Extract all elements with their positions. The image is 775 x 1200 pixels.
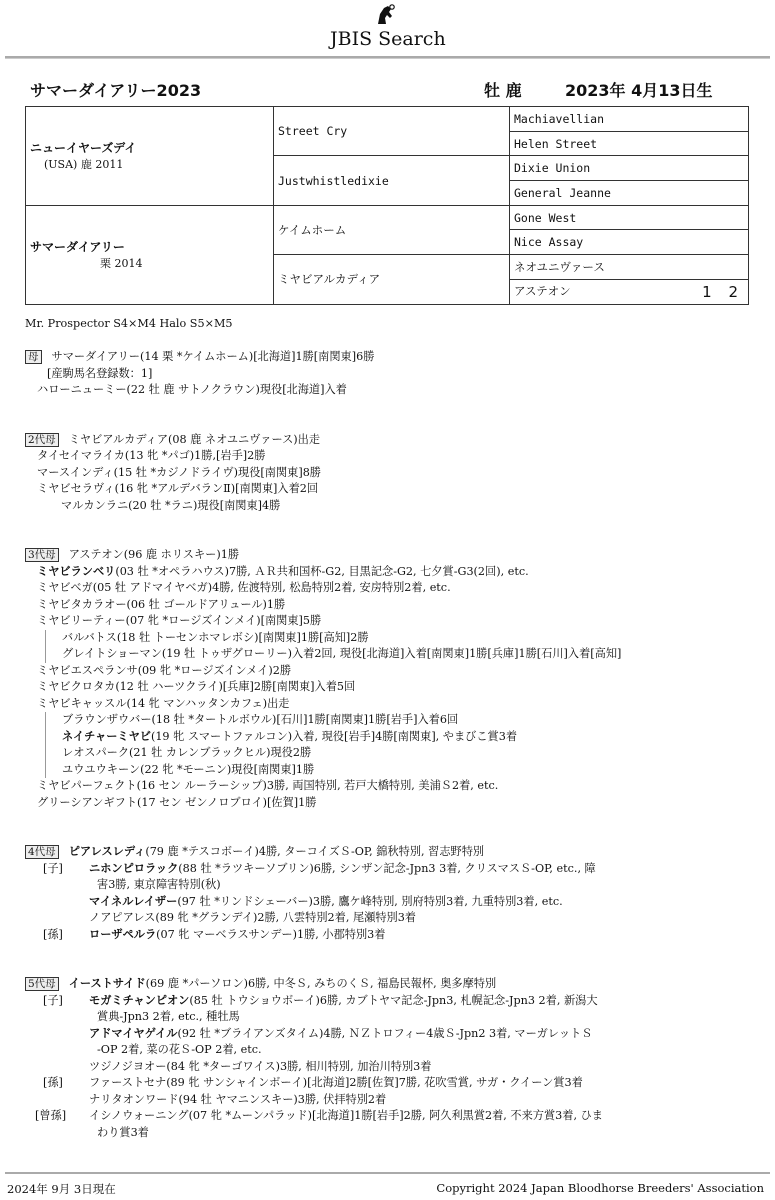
horse-name: サマーダイアリー2023 xyxy=(30,81,202,100)
relation-label: [子] xyxy=(43,993,63,1007)
record-line: 賞典-Jpn3 2着, etc., 種牡馬 xyxy=(97,1010,240,1023)
horse-birthdate: 2023年 4月13日生 xyxy=(565,81,713,100)
gen3-cell[interactable]: Dixie Union xyxy=(510,156,749,181)
relation-label: [子] xyxy=(43,861,63,875)
tag-2nd-dam: 2代母 xyxy=(25,433,59,447)
stakes-winner-name[interactable]: ニホンピロラック xyxy=(89,861,179,875)
gen3-name: アステオン xyxy=(514,283,571,298)
record-line: わり賞3着 xyxy=(97,1125,149,1139)
inbreeding-line: Mr. Prospector S4×M4 Halo S5×M5 xyxy=(25,317,233,330)
record-line[interactable]: サマーダイアリー(14 栗 *ケイムホーム)[北海道]1勝[南関東]6勝 xyxy=(51,350,375,363)
as-of-date: 2024年 9月 3日現在 xyxy=(7,1182,116,1196)
row-mark: 1 2 xyxy=(702,282,744,301)
sire-name: ニューイヤーズデイ xyxy=(30,141,137,156)
record-line[interactable]: マルカンラニ(20 牡 *ラニ)現役[南関東]4勝 xyxy=(61,498,281,512)
record-line[interactable]: ブラウンザウバー(18 牡 *タートルボウル)[石川]1勝[南関東]1勝[岩手]入着6回 xyxy=(62,713,459,726)
tag-dam: 母 xyxy=(25,350,42,364)
sire-sire-cell[interactable]: Street Cry xyxy=(274,107,510,156)
record-line[interactable]: マースインディ(15 牡 *カジノドライヴ)現役[南関東]8勝 xyxy=(37,465,321,479)
stakes-placed-name[interactable]: ローザペルラ xyxy=(89,927,157,941)
sire-details: (USA) 鹿 2011 xyxy=(44,158,124,172)
record-line: 害3勝, 東京障害特別(秋) xyxy=(97,878,221,891)
relation-label: [曾孫] xyxy=(35,1109,67,1122)
record-line[interactable]: ミヤビエスペランサ(09 牝 *ロージズインメイ)2勝 xyxy=(37,663,292,677)
header-rule xyxy=(5,56,770,59)
record-line[interactable]: ユウユウキーン(22 牝 *モーニン)現役[南関東]1勝 xyxy=(62,762,315,776)
record-line[interactable]: ミヤビリーティー(07 牝 *ロージズインメイ)[南関東]5勝 xyxy=(37,614,322,627)
jbis-logo[interactable] xyxy=(330,8,446,50)
gen3-cell[interactable]: General Jeanne xyxy=(510,181,749,206)
record-line[interactable]: ツジノジヨオー(84 牝 *ターゴワイス)3勝, 相川特別, 加治川特別3着 xyxy=(89,1059,432,1073)
record-line[interactable]: ミヤビキャッスル(14 牝 マンハッタンカフェ)出走 xyxy=(37,696,290,710)
record-line[interactable]: アステオン(96 鹿 ホリスキー)1勝 xyxy=(68,548,240,561)
gen3-cell[interactable]: Helen Street xyxy=(510,131,749,156)
record-line[interactable]: グリーシアンギフト(17 セン ゼンノロブロイ)[佐賀]1勝 xyxy=(37,795,317,809)
tag-4th-dam: 4代母 xyxy=(25,845,59,859)
gen3-cell[interactable]: Machiavellian xyxy=(510,107,749,132)
dam-cell[interactable] xyxy=(26,205,274,304)
copyright: Copyright 2024 Japan Bloodhorse Breeders' Association xyxy=(436,1181,764,1195)
record-line: (79 鹿 *テスコボーイ)4勝, ターコイズＳ-OP, 錦秋特別, 習志野特別 xyxy=(145,845,485,858)
record-line[interactable]: ミヤビアルカディア(08 鹿 ネオユニヴァース)出走 xyxy=(68,432,321,446)
stakes-placed-name[interactable]: アドマイヤゲイル xyxy=(89,1026,178,1040)
record-line[interactable]: バルバトス(18 牡 トーセンホマレボシ)[南関東]1勝[高知]2勝 xyxy=(62,630,369,644)
record-line: (05 牡 アドマイヤベガ)4勝, 佐渡特別, 松島特別2着, 安房特別2着, etc. xyxy=(92,581,451,594)
record-line[interactable]: タイセイマライカ(13 牝 *パゴ)1勝,[岩手]2勝 xyxy=(37,449,266,462)
record-line[interactable]: ノアピアレス(89 牝 *グランデイ)2勝, 八雲特別2着, 尾瀬特別3着 xyxy=(89,911,416,924)
record-line: (19 牝 スマートファルコン)入着, 現役[岩手]4勝[南関東], やまびこ賞3着 xyxy=(150,729,518,743)
family-record xyxy=(25,316,755,1141)
record-line[interactable]: グレイトショーマン(19 牡 トゥザグローリー)入着2回, 現役[北海道]入着[南関東]1勝[兵庫]1勝[石川]入着[高知] xyxy=(62,647,622,660)
record-line[interactable]: ミヤビセラヴィ(16 牝 *アルデバランⅡ)[南関東]入着2回 xyxy=(37,482,319,495)
footer xyxy=(5,1172,770,1196)
tag-5th-dam: 5代母 xyxy=(25,977,59,991)
record-line[interactable]: ハローニューミー(22 牡 鹿 サトノクラウン)現役[北海道]入着 xyxy=(37,383,347,396)
record-line: (92 牡 *ブライアンズタイム)4勝, ＮＺトロフィー4歳Ｓ-Jpn2 3着, マーガレットＳ xyxy=(177,1026,593,1040)
record-line: (97 牡 *リンドシェーバー)3勝, 鷹ケ峰特別, 別府特別3着, 九重特別3着, etc. xyxy=(177,894,563,908)
record-line: [産駒馬名登録数：1] xyxy=(47,366,153,380)
record-line[interactable]: ナリタオンワード(94 牡 ヤマニンスキー)3勝, 伏拝特別2着 xyxy=(89,1092,387,1106)
stakes-winner-name[interactable]: マイネルレイザー xyxy=(89,894,178,908)
dam-sire-cell[interactable]: ケイムホーム xyxy=(274,205,510,254)
record-line: (03 牡 *オペラハウス)7勝, ＡＲ共和国杯-G2, 目黒記念-G2, 七夕賞-G3(2回), etc. xyxy=(115,564,529,578)
winner-name[interactable]: ミヤビベガ xyxy=(37,581,93,594)
gen3-cell[interactable]: ネオユニヴァース xyxy=(510,255,749,280)
logo-text: JBIS Search xyxy=(330,28,446,50)
pedigree-table xyxy=(25,106,749,305)
stakes-winner-name[interactable]: モガミチャンピオン xyxy=(89,993,190,1007)
record-line[interactable]: ミヤビタカラオー(06 牡 ゴールドアリュール)1勝 xyxy=(37,597,286,611)
stakes-placed-name[interactable]: ネイチャーミヤビ xyxy=(62,729,151,743)
stakes-winner-name[interactable]: イーストサイド xyxy=(68,977,146,990)
gen3-cell[interactable]: Gone West xyxy=(510,205,749,230)
record-line: (16 セン ルーラーシップ)3勝, 両国特別, 若戸大橋特別, 美浦Ｓ2着, etc. xyxy=(136,779,499,792)
sire-cell[interactable] xyxy=(26,107,274,206)
record-line[interactable]: イシノウォーニング(07 牝 *ムーンパラッド)[北海道]1勝[岩手]2勝, 阿久利黒賞2着, 不来方賞3着, ひま xyxy=(89,1109,603,1122)
winner-name[interactable]: ミヤビパーフェクト xyxy=(37,779,137,792)
record-line: -OP 2着, 菜の花Ｓ-OP 2着, etc. xyxy=(97,1043,262,1056)
record-line[interactable]: ファーストセナ(89 牝 サンシャインボーイ)[北海道]2勝[佐賀]7勝, 花吹雪賞, サガ・クイーン賞3着 xyxy=(89,1076,583,1089)
stakes-winner-name[interactable]: ミヤビランベリ xyxy=(37,564,116,578)
record-line: (88 牡 *ラツキーソブリン)6勝, シンザン記念-Jpn3 3着, クリスマスＳ-OP, etc., 障 xyxy=(178,861,596,875)
record-line: (69 鹿 *パーソロン)6勝, 中冬Ｓ, みちのくＳ, 福島民報杯, 奥多摩特別 xyxy=(145,977,497,990)
header xyxy=(0,0,775,62)
relation-label: [孫] xyxy=(43,927,63,941)
dam-dam-cell[interactable]: ミヤビアルカディア xyxy=(274,255,510,304)
title-row xyxy=(30,78,750,100)
relation-label: [孫] xyxy=(43,1076,63,1089)
gen3-cell[interactable] xyxy=(510,279,749,304)
record-line[interactable]: ミヤビクロタカ(12 牡 ハーツクライ)[兵庫]2勝[南関東]入着5回 xyxy=(37,680,356,693)
record-line[interactable]: レオスパーク(21 牡 カレンブラックヒル)現役2勝 xyxy=(62,746,312,759)
gen3-cell[interactable]: Nice Assay xyxy=(510,230,749,255)
dam-name: サマーダイアリー xyxy=(30,240,125,255)
sire-dam-cell[interactable]: Justwhistledixie xyxy=(274,156,510,205)
record-line: (07 牝 マーベラスサンデー)1勝, 小郡特別3着 xyxy=(156,927,386,941)
dam-details: 栗 2014 xyxy=(100,257,143,271)
tag-3rd-dam: 3代母 xyxy=(25,548,59,562)
stakes-winner-name[interactable]: ピアレスレディ xyxy=(68,845,146,858)
horse-head-icon xyxy=(374,4,396,26)
record-line: (85 牡 トウショウボーイ)6勝, カブトヤマ記念-Jpn3, 札幌記念-Jpn3 2着, 新潟大 xyxy=(189,993,598,1007)
horse-sex-color: 牡 鹿 xyxy=(484,81,522,100)
